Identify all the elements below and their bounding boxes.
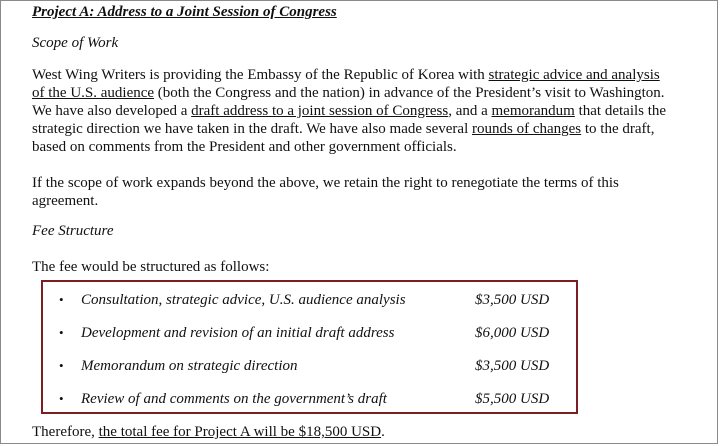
scope-underline-audience: of the U.S. audience [32, 85, 155, 101]
fee-description: Review of and comments on the government’s draft [81, 391, 387, 407]
scope-text: West Wing Writers is providing the Embassy of the Republic of Korea with [32, 67, 489, 83]
renegotiate-line-2: agreement. [32, 193, 99, 209]
scope-heading: Scope of Work [32, 35, 119, 51]
fee-item [43, 357, 576, 377]
fee-item [43, 291, 576, 311]
scope-text: to the draft, [581, 121, 655, 137]
scope-line-4 [32, 120, 692, 138]
scope-line-5: based on comments from the President and other government officials. [32, 139, 457, 155]
total-suffix: . [381, 424, 385, 440]
bullet-icon: • [59, 358, 64, 373]
scope-line-2 [32, 84, 692, 102]
fee-amount: $3,500 USD [475, 358, 550, 374]
scope-text: strategic direction we have taken in the draft. We have also made several [32, 121, 472, 137]
fee-description: Memorandum on strategic direction [81, 358, 298, 374]
fee-item [43, 324, 576, 344]
renegotiate-line-1: If the scope of work expands beyond the above, we retain the right to renegotiate the terms of this [32, 175, 619, 191]
fee-description: Development and revision of an initial draft address [81, 325, 395, 341]
fee-amount: $3,500 USD [475, 292, 550, 308]
scope-line-1 [32, 66, 692, 84]
total-prefix: Therefore, [32, 424, 99, 440]
fee-table-box [41, 280, 578, 414]
bullet-icon: • [59, 325, 64, 340]
fee-item [43, 390, 576, 410]
scope-underline-advice: strategic advice and analysis [488, 67, 660, 83]
scope-text: , and a [448, 103, 492, 119]
bullet-icon: • [59, 391, 64, 406]
fee-intro: The fee would be structured as follows: [32, 259, 270, 275]
scope-paragraph [32, 66, 692, 156]
scope-text: (both the Congress and the nation) in advance of the President’s visit to Washington. [154, 85, 665, 101]
total-fee-line [32, 423, 385, 441]
scope-underline-rounds: rounds of changes [472, 121, 582, 137]
total-fee-underlined: the total fee for Project A will be $18,500 USD [98, 424, 382, 440]
scope-underline-draft-address: draft address to a joint session of Congress [191, 103, 449, 119]
scope-underline-memorandum: memorandum [491, 103, 575, 119]
fee-amount: $5,500 USD [475, 391, 550, 407]
fee-amount: $6,000 USD [475, 325, 550, 341]
scope-line-3 [32, 102, 692, 120]
document-title: Project A: Address to a Joint Session of Congress [32, 4, 337, 20]
fee-heading: Fee Structure [32, 223, 114, 239]
scope-text: We have also developed a [32, 103, 192, 119]
scope-text: that details the [574, 103, 667, 119]
renegotiate-paragraph [32, 174, 692, 210]
bullet-icon: • [59, 292, 64, 307]
fee-description: Consultation, strategic advice, U.S. audience analysis [81, 292, 406, 308]
